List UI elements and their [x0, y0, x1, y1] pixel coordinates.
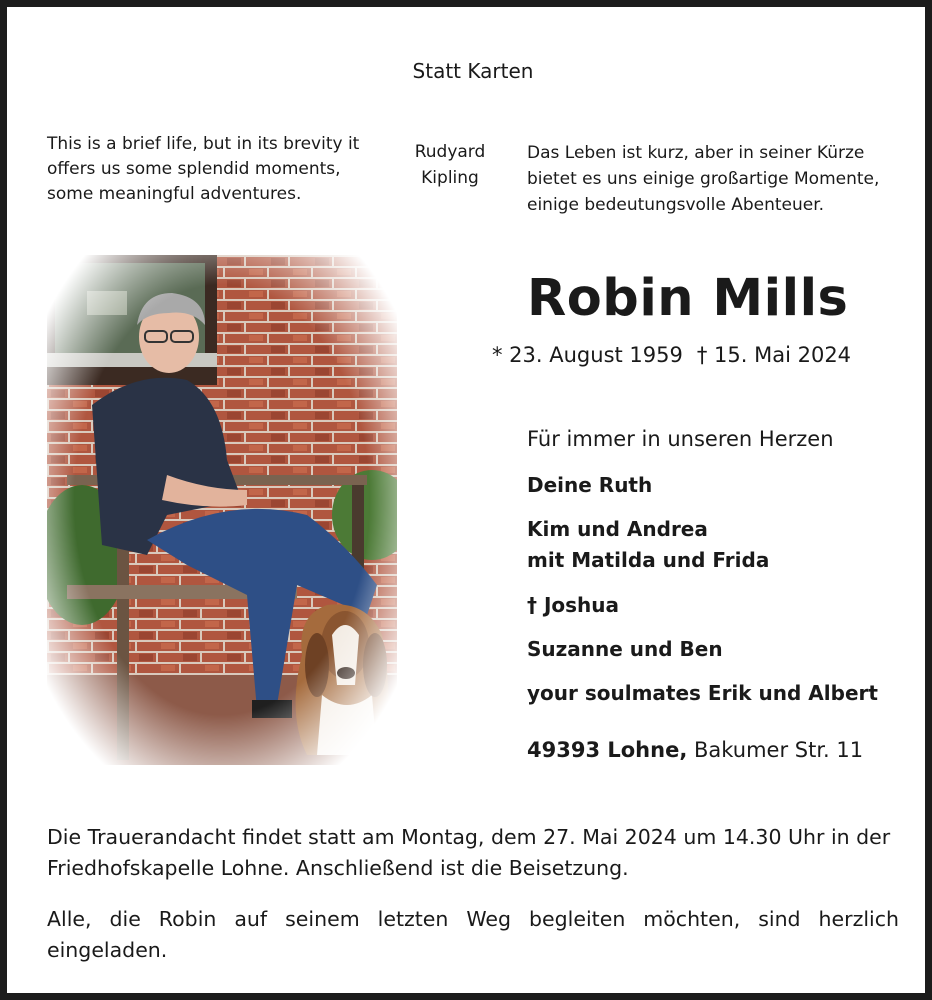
- address-city: 49393 Lohne,: [527, 738, 688, 762]
- mourner-line: † Joshua: [527, 593, 620, 617]
- mourner-line: Deine Ruth: [527, 473, 653, 497]
- mourner-entry: [527, 678, 878, 709]
- portrait-photo: [47, 255, 397, 765]
- invitation-text: Alle, die Robin auf seinem letzten Weg begleiten möchten, sind herzlich eingeladen.: [47, 907, 899, 962]
- mourner-entry: [527, 470, 652, 501]
- mourner-entry: [527, 514, 769, 576]
- quote-german-line: Das Leben ist kurz, aber in seiner Kürze: [527, 143, 865, 163]
- mourner-line: mit Matilda und Frida: [527, 548, 770, 572]
- mourner-entry: [527, 590, 619, 621]
- quote-english-line: offers us some splendid moments,: [47, 159, 341, 179]
- mourner-line: Kim und Andrea: [527, 517, 708, 541]
- quote-english-line: This is a brief life, but in its brevity it: [47, 134, 360, 154]
- mourner-line: your soulmates Erik und Albert: [527, 681, 878, 705]
- mourner-entry: [527, 634, 723, 665]
- quote-author-line: Kipling: [421, 168, 479, 188]
- address-street: Bakumer Str. 11: [694, 738, 864, 762]
- address: [527, 738, 863, 762]
- service-announcement: Die Trauerandacht findet statt am Montag, dem 27. Mai 2024 um 14.30 Uhr in der Friedhofskapelle Lohne. Anschließend ist die Beisetzung.: [47, 825, 891, 880]
- life-dates: [492, 343, 865, 367]
- memorial-phrase: Für immer in unseren Herzen: [527, 427, 834, 451]
- deceased-name: Robin Mills: [527, 269, 849, 328]
- statt-karten-heading: Statt Karten: [412, 59, 534, 83]
- quote-german-line: bietet es uns einige großartige Momente,: [527, 169, 880, 189]
- quote-german: [527, 140, 907, 218]
- quote-author: [405, 139, 495, 191]
- quote-english: [47, 132, 377, 207]
- quote-english-line: some meaningful adventures.: [47, 184, 302, 204]
- quote-author-line: Rudyard: [414, 142, 486, 162]
- birth-date: * 23. August 1959: [492, 343, 683, 367]
- quote-german-line: einige bedeutungsvolle Abenteuer.: [527, 195, 825, 215]
- mourner-line: Suzanne und Ben: [527, 637, 723, 661]
- death-date: † 15. Mai 2024: [696, 343, 852, 367]
